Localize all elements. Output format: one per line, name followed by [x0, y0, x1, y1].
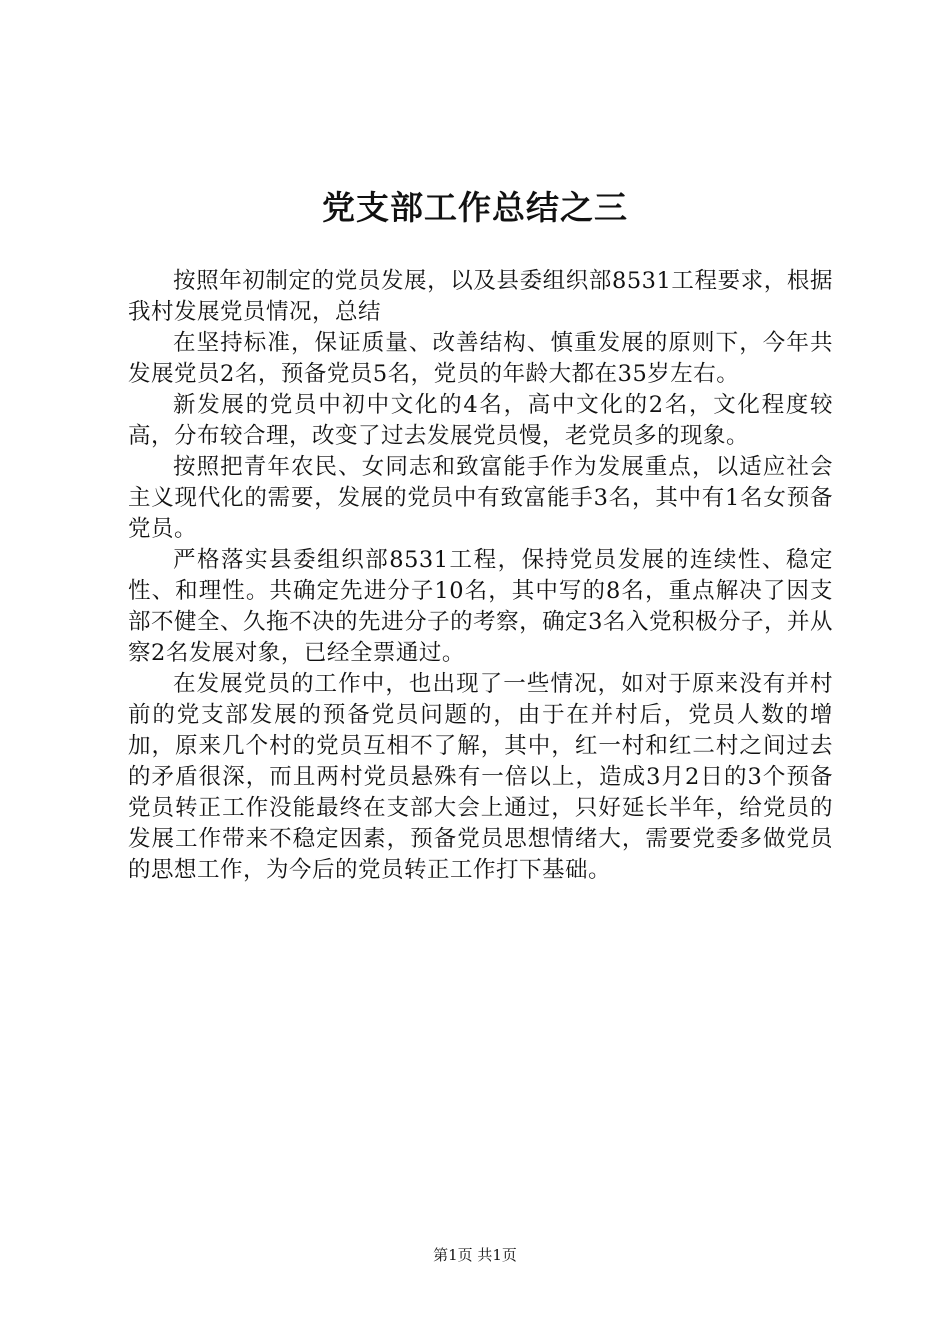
page-footer: 第1页 共1页: [433, 1246, 517, 1264]
paragraph-5: 严格落实县委组织部8531工程，保持党员发展的连续性、稳定性、和理性。共确定先进分子10名，其中写的8名，重点解决了因支部不健全、久拖不决的先进分子的考察，确定3名入党积极分子，并从察2名发展对象，已经全票通过。: [128, 547, 833, 666]
document-title: 党支部工作总结之三: [322, 188, 628, 227]
paragraph-1: 按照年初制定的党员发展，以及县委组织部8531工程要求，根据我村发展党员情况，总结: [128, 268, 833, 325]
paragraph-2: 在坚持标准，保证质量、改善结构、慎重发展的原则下，今年共发展党员2名，预备党员5名，党员的年龄大都在35岁左右。: [128, 330, 833, 387]
paragraph-6: 在发展党员的工作中，也出现了一些情况，如对于原来没有并村前的党支部发展的预备党员问题的，由于在并村后，党员人数的增加，原来几个村的党员互相不了解，其中，红一村和红二村之间过去的矛盾很深，而且两村党员悬殊有一倍以上，造成3月2日的3个预备党员转正工作没能最终在支部大会上通过，只好延长半年，给党员的发展工作带来不稳定因素，预备党员思想情绪大，需要党委多做党员的思想工作，为今后的党员转正工作打下基础。: [128, 671, 833, 883]
paragraph-4: 按照把青年农民、女同志和致富能手作为发展重点，以适应社会主义现代化的需要，发展的党员中有致富能手3名，其中有1名女预备党员。: [128, 454, 833, 542]
paragraph-3: 新发展的党员中初中文化的4名，高中文化的2名，文化程度较高，分布较合理，改变了过去发展党员慢，老党员多的现象。: [128, 392, 833, 449]
document-body: [128, 266, 833, 886]
